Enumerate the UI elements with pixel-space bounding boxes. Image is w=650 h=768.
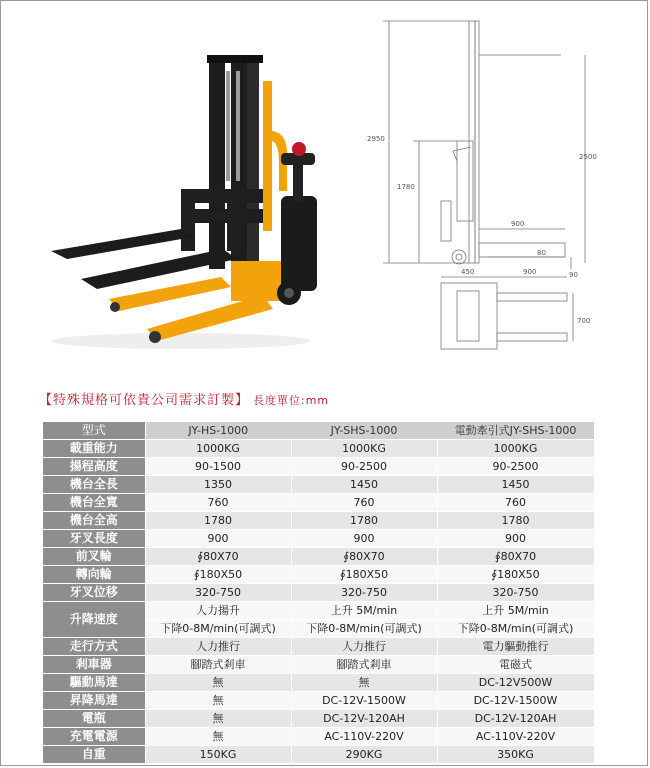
cell: 1450 — [437, 476, 594, 494]
row-label: 走行方式 — [43, 638, 145, 656]
row-label: 驅動馬達 — [43, 674, 145, 692]
cell: 350KG — [437, 746, 594, 764]
table-row — [43, 458, 594, 476]
cell: 760 — [145, 494, 291, 512]
dim-mast-height: 1780 — [397, 183, 415, 191]
cell: ∮180X50 — [145, 566, 291, 584]
cell: 150KG — [145, 746, 291, 764]
cell: 90-1500 — [145, 458, 291, 476]
dimension-drawing — [361, 11, 611, 361]
table-row — [43, 548, 594, 566]
cell: DC-12V-1500W — [437, 692, 594, 710]
cell: ∮180X50 — [437, 566, 594, 584]
row-label: 昇降馬達 — [43, 692, 145, 710]
cell: 電力驅動推行 — [437, 638, 594, 656]
header-col2: JY-SHS-1000 — [291, 422, 437, 440]
dim-ground: 90 — [569, 271, 578, 279]
cell: 下降0-8M/min(可調式) — [145, 620, 291, 638]
cell: 無 — [145, 674, 291, 692]
header-col1: JY-HS-1000 — [145, 422, 291, 440]
header-col3: 電動牽引式JY-SHS-1000 — [437, 422, 594, 440]
spec-table — [43, 422, 595, 764]
cell: DC-12V500W — [437, 674, 594, 692]
cell: 無 — [145, 692, 291, 710]
cell: ∮80X70 — [145, 548, 291, 566]
cell: 1000KG — [437, 440, 594, 458]
heading-title: 【特殊規格可依貴公司需求訂製】 — [39, 393, 250, 408]
cell: ∮80X70 — [291, 548, 437, 566]
header-label: 型式 — [43, 422, 145, 440]
cell: 無 — [291, 674, 437, 692]
row-label: 充電電源 — [43, 728, 145, 746]
cell: 900 — [145, 530, 291, 548]
cell: ∮180X50 — [291, 566, 437, 584]
row-label: 剎車器 — [43, 656, 145, 674]
table-row — [43, 674, 594, 692]
cell: 320-750 — [291, 584, 437, 602]
row-label: 載重能力 — [43, 440, 145, 458]
cell: AC-110V-220V — [291, 728, 437, 746]
row-label: 機台全寬 — [43, 494, 145, 512]
dim-plan-span: 700 — [577, 317, 591, 325]
row-label: 牙叉長度 — [43, 530, 145, 548]
table-row — [43, 728, 594, 746]
cell: AC-110V-220V — [437, 728, 594, 746]
cell: 320-750 — [437, 584, 594, 602]
unit-note: 長度單位:mm — [253, 394, 330, 407]
table-row — [43, 746, 594, 764]
cell: 900 — [291, 530, 437, 548]
dim-total-height: 2950 — [367, 135, 385, 143]
spec-heading — [39, 389, 329, 408]
cell: 電磁式 — [437, 656, 594, 674]
table-header-row — [43, 422, 594, 440]
cell: 1450 — [291, 476, 437, 494]
cell: 760 — [291, 494, 437, 512]
cell: DC-12V-1500W — [291, 692, 437, 710]
stacker-photo — [31, 41, 361, 361]
cell: DC-12V-120AH — [437, 710, 594, 728]
table-row — [43, 494, 594, 512]
cell: 人力揚升 — [145, 602, 291, 620]
table-row — [43, 566, 594, 584]
cell: 1780 — [145, 512, 291, 530]
cell: 320-750 — [145, 584, 291, 602]
cell: 1000KG — [291, 440, 437, 458]
row-label: 揚程高度 — [43, 458, 145, 476]
cell: 下降0-8M/min(可調式) — [291, 620, 437, 638]
table-row — [43, 440, 594, 458]
cell: 1780 — [437, 512, 594, 530]
cell: 人力推行 — [145, 638, 291, 656]
table-row — [43, 656, 594, 674]
cell: 760 — [437, 494, 594, 512]
table-row-speed-top — [43, 602, 594, 620]
table-row — [43, 692, 594, 710]
row-label: 機台全高 — [43, 512, 145, 530]
row-label: 轉向輪 — [43, 566, 145, 584]
cell: 無 — [145, 710, 291, 728]
dim-lift-height: 2500 — [579, 153, 597, 161]
cell: 人力推行 — [291, 638, 437, 656]
row-label: 機台全長 — [43, 476, 145, 494]
dim-fork-bottom: 80 — [537, 249, 546, 257]
table-row — [43, 512, 594, 530]
cell: 上升 5M/min — [437, 602, 594, 620]
table-row — [43, 638, 594, 656]
dim-fork-length: 900 — [511, 220, 525, 228]
cell: 腳踏式剎車 — [291, 656, 437, 674]
cell: 90-2500 — [291, 458, 437, 476]
cell: DC-12V-120AH — [291, 710, 437, 728]
table-row — [43, 710, 594, 728]
cell: 90-2500 — [437, 458, 594, 476]
row-label: 牙叉位移 — [43, 584, 145, 602]
table-row — [43, 584, 594, 602]
cell: 1350 — [145, 476, 291, 494]
cell: 900 — [437, 530, 594, 548]
dim-plan-width: 450 — [461, 268, 475, 276]
cell: 腳踏式剎車 — [145, 656, 291, 674]
row-label-speed: 升降速度 — [43, 602, 145, 638]
table-row — [43, 476, 594, 494]
cell: 1780 — [291, 512, 437, 530]
cell: 無 — [145, 728, 291, 746]
cell: 上升 5M/min — [291, 602, 437, 620]
dim-plan-fork: 900 — [523, 268, 537, 276]
table-row — [43, 530, 594, 548]
cell: 290KG — [291, 746, 437, 764]
row-label: 前叉輪 — [43, 548, 145, 566]
row-label: 電瓶 — [43, 710, 145, 728]
cell: 下降0-8M/min(可調式) — [437, 620, 594, 638]
cell: ∮80X70 — [437, 548, 594, 566]
cell: 1000KG — [145, 440, 291, 458]
row-label: 自重 — [43, 746, 145, 764]
